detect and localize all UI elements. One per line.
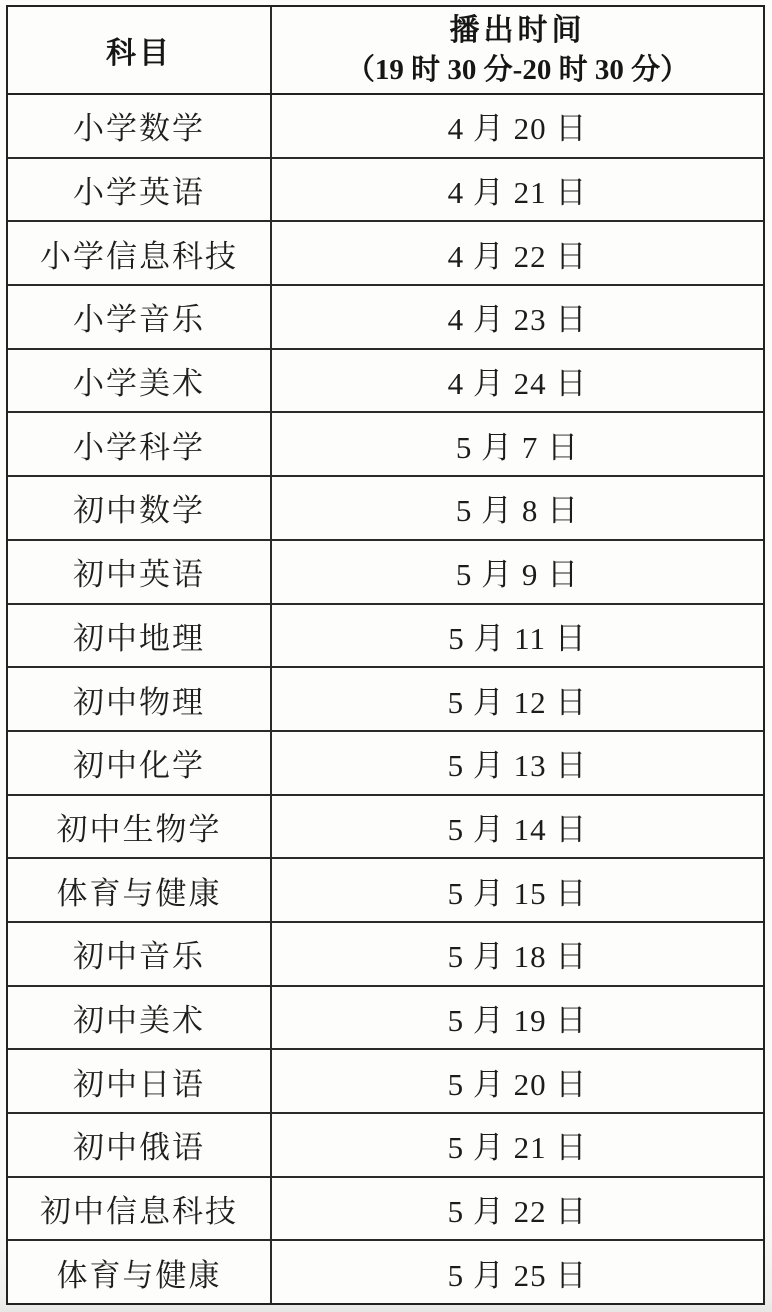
date-label: 5 月 8 日	[455, 493, 580, 529]
date-label: 5 月 20 日	[447, 1066, 588, 1102]
subject-label: 小学音乐	[73, 302, 205, 338]
date-cell	[272, 796, 763, 858]
date-label: 5 月 25 日	[447, 1257, 588, 1293]
date-cell	[272, 413, 763, 475]
subject-cell	[8, 350, 272, 412]
subject-cell	[8, 159, 272, 221]
subject-label: 体育与健康	[56, 875, 222, 911]
subject-label: 小学美术	[73, 366, 205, 402]
subject-cell	[8, 477, 272, 539]
subject-cell	[8, 413, 272, 475]
subject-cell	[8, 605, 272, 667]
date-cell	[272, 1114, 763, 1176]
table-row	[8, 1050, 763, 1114]
subject-label: 初中化学	[73, 748, 205, 784]
date-cell	[272, 541, 763, 603]
date-cell	[272, 1050, 763, 1112]
date-cell	[272, 987, 763, 1049]
date-label: 5 月 18 日	[447, 939, 588, 975]
date-label: 4 月 23 日	[447, 302, 588, 338]
table-row	[8, 923, 763, 987]
table-row	[8, 605, 763, 669]
date-label: 4 月 24 日	[447, 366, 588, 402]
subject-label: 初中物理	[73, 684, 205, 720]
table-row	[8, 541, 763, 605]
subject-cell	[8, 796, 272, 858]
subject-cell	[8, 1050, 272, 1112]
date-label: 5 月 11 日	[448, 620, 587, 656]
subject-cell	[8, 668, 272, 730]
date-cell	[272, 1178, 763, 1240]
subject-label: 初中日语	[73, 1066, 205, 1102]
date-cell	[272, 605, 763, 667]
table-row	[8, 350, 763, 414]
date-label: 5 月 19 日	[447, 1002, 588, 1038]
subject-label: 体育与健康	[56, 1257, 222, 1293]
table-row	[8, 222, 763, 286]
subject-label: 初中数学	[73, 493, 205, 529]
subject-cell	[8, 541, 272, 603]
subject-label: 初中美术	[73, 1002, 205, 1038]
subject-header-cell	[8, 7, 272, 93]
subject-cell	[8, 859, 272, 921]
subject-header-label: 科目	[106, 37, 172, 70]
subject-cell	[8, 95, 272, 157]
subject-label: 小学信息科技	[40, 238, 238, 274]
subject-cell	[8, 987, 272, 1049]
table-row	[8, 477, 763, 541]
date-label: 5 月 7 日	[455, 429, 580, 465]
table-row	[8, 1114, 763, 1178]
date-label: 5 月 9 日	[455, 557, 580, 593]
time-header-cell	[272, 7, 763, 93]
date-label: 5 月 14 日	[447, 811, 588, 847]
subject-label: 初中音乐	[73, 939, 205, 975]
subject-cell	[8, 1241, 272, 1303]
date-cell	[272, 477, 763, 539]
table-row	[8, 1178, 763, 1242]
broadcast-schedule-table	[6, 5, 765, 1305]
table-row	[8, 987, 763, 1051]
date-cell	[272, 923, 763, 985]
date-cell	[272, 286, 763, 348]
table-row	[8, 413, 763, 477]
subject-label: 初中俄语	[73, 1130, 205, 1166]
table-row	[8, 732, 763, 796]
date-label: 5 月 13 日	[447, 748, 588, 784]
subject-cell	[8, 923, 272, 985]
date-cell	[272, 859, 763, 921]
table-header-row	[8, 7, 763, 95]
date-cell	[272, 1241, 763, 1303]
date-label: 5 月 15 日	[447, 875, 588, 911]
date-label: 4 月 22 日	[447, 238, 588, 274]
date-label: 4 月 20 日	[447, 111, 588, 147]
date-label: 5 月 21 日	[447, 1130, 588, 1166]
subject-label: 小学数学	[73, 111, 205, 147]
table-row	[8, 286, 763, 350]
date-label: 4 月 21 日	[447, 175, 588, 211]
date-label: 5 月 12 日	[447, 684, 588, 720]
date-cell	[272, 222, 763, 284]
date-cell	[272, 350, 763, 412]
subject-label: 初中地理	[73, 620, 205, 656]
table-row	[8, 668, 763, 732]
subject-label: 小学英语	[73, 175, 205, 211]
table-row	[8, 1241, 763, 1303]
subject-cell	[8, 1114, 272, 1176]
time-header-range: （19 时 30 分-20 时 30 分）	[345, 53, 690, 86]
subject-cell	[8, 222, 272, 284]
subject-cell	[8, 1178, 272, 1240]
subject-cell	[8, 286, 272, 348]
date-cell	[272, 668, 763, 730]
date-label: 5 月 22 日	[447, 1194, 588, 1230]
subject-label: 小学科学	[73, 429, 205, 465]
subject-label: 初中生物学	[56, 811, 222, 847]
table-row	[8, 859, 763, 923]
date-cell	[272, 95, 763, 157]
table-row	[8, 159, 763, 223]
date-cell	[272, 732, 763, 794]
subject-label: 初中英语	[73, 557, 205, 593]
time-header-title: 播出时间	[449, 14, 586, 48]
subject-cell	[8, 732, 272, 794]
subject-label: 初中信息科技	[40, 1194, 238, 1230]
date-cell	[272, 159, 763, 221]
table-row	[8, 796, 763, 860]
table-body	[8, 95, 763, 1303]
table-row	[8, 95, 763, 159]
